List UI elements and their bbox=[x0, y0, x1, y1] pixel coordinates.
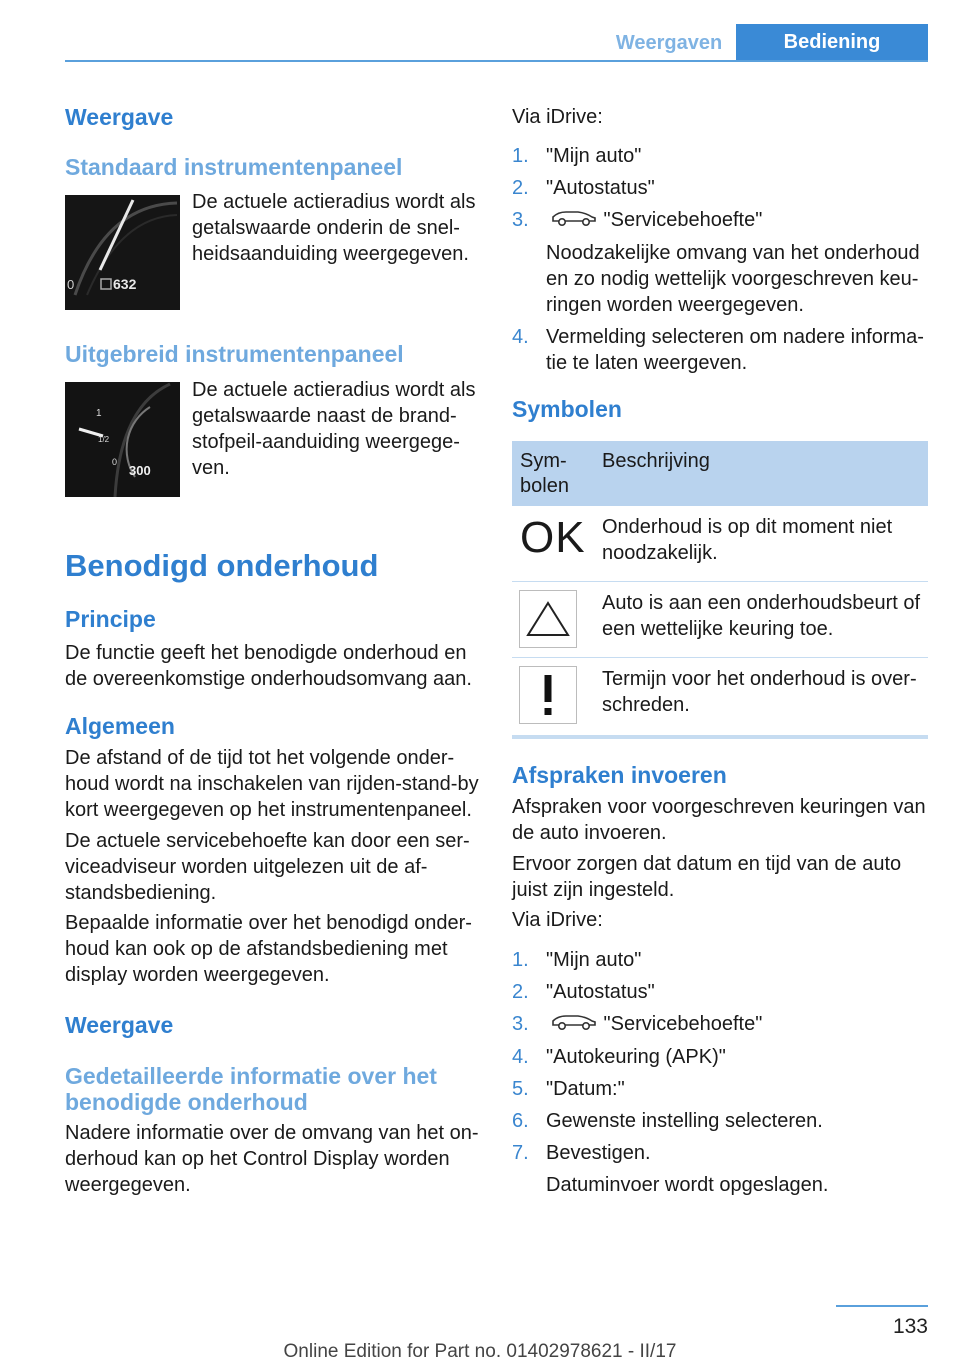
list-number: 7. bbox=[512, 1142, 529, 1165]
list-text: "Autokeuring (APK)" bbox=[546, 1046, 726, 1069]
list-text: Gewenste instelling selecteren. bbox=[546, 1110, 823, 1133]
list-item bbox=[512, 979, 928, 1005]
text-principe: De functie geeft het benodigde onderhoud en de overeenkomstige onderhoudsomvang aan. bbox=[65, 642, 472, 690]
text-standaard: De actuele actieradius wordt als getalswaarde onderin de snel-heidsaanduiding weergegeven. bbox=[192, 191, 476, 265]
list-text: "Autostatus" bbox=[546, 177, 655, 199]
list-text: "Servicebehoefte" bbox=[598, 209, 763, 231]
header-tab-bediening[interactable]: Bediening bbox=[736, 24, 928, 61]
speedometer-zero-label: 0 bbox=[67, 277, 75, 292]
footer-rule bbox=[836, 1305, 928, 1307]
heading-standaard-instrumentenpaneel: Standaard instrumentenpaneel bbox=[65, 154, 403, 180]
list-item bbox=[512, 1140, 928, 1198]
header-tab-weergaven[interactable]: Weergaven bbox=[615, 31, 723, 54]
table-header-beschrijving: Beschrijving bbox=[602, 450, 710, 472]
idrive-steps-1 bbox=[512, 143, 928, 376]
list-item bbox=[512, 1011, 928, 1038]
list-text: "Datum:" bbox=[546, 1078, 625, 1101]
heading-symbolen: Symbolen bbox=[512, 396, 622, 422]
table-bottom-rule bbox=[512, 735, 928, 739]
list-number: 2. bbox=[512, 177, 529, 199]
list-text: "Mijn auto" bbox=[546, 949, 642, 971]
fuel-empty-label: 0 bbox=[112, 457, 118, 467]
list-text: Bevestigen. bbox=[546, 1142, 651, 1165]
heading-algemeen: Algemeen bbox=[65, 713, 175, 739]
text-afspraken-2: Ervoor zorgen dat datum en tijd van de auto juist zijn ingesteld. bbox=[512, 853, 902, 901]
list-item bbox=[512, 947, 928, 973]
table-desc-row-3: Termijn voor het onderhoud is over-schreden. bbox=[602, 668, 917, 716]
list-text: "Servicebehoefte" bbox=[598, 1013, 763, 1035]
exclamation-icon bbox=[519, 666, 577, 724]
car-icon bbox=[550, 1011, 598, 1038]
footer-edition: Online Edition for Part no. 01402978621 - II/17 bbox=[283, 1341, 677, 1362]
car-icon bbox=[550, 207, 598, 234]
list-item bbox=[512, 324, 928, 376]
list-item bbox=[512, 143, 928, 169]
text-algemeen-3: Bepaalde informatie over het benodigd onder-houd kan ook op de afstandsbediening met display worden weergegeven. bbox=[65, 912, 472, 986]
text-algemeen-2: De actuele servicebehoefte kan door een ser-viceadviseur worden uitgelezen uit de af-standsbediening. bbox=[65, 830, 470, 904]
list-number: 3. bbox=[512, 1013, 529, 1035]
list-text: "Mijn auto" bbox=[546, 145, 642, 167]
heading-benodigd-onderhoud: Benodigd onderhoud bbox=[65, 548, 379, 583]
image-standard-instrument-panel bbox=[65, 195, 180, 310]
fuel-gauge-illustration bbox=[65, 382, 180, 497]
heading-afspraken-invoeren: Afspraken invoeren bbox=[512, 762, 727, 788]
speedometer-illustration bbox=[65, 195, 180, 310]
fuel-half-label: 1/2 bbox=[98, 435, 110, 444]
list-number: 1. bbox=[512, 145, 529, 167]
list-number: 2. bbox=[512, 981, 529, 1003]
image-extended-instrument-panel bbox=[65, 382, 180, 497]
fuel-full-label: 1 bbox=[96, 408, 102, 419]
heading-uitgebreid-instrumentenpaneel: Uitgebreid instrumentenpaneel bbox=[65, 341, 404, 367]
range-value-300: 300 bbox=[129, 463, 151, 478]
via-idrive-2: Via iDrive: bbox=[512, 909, 603, 931]
list-number: 5. bbox=[512, 1078, 529, 1101]
text-gedetailleerd: Nadere informatie over de omvang van het on-derhoud kan op het Control Display worden weergegeven. bbox=[65, 1122, 479, 1196]
page-number: 133 bbox=[892, 1315, 928, 1338]
list-number: 3. bbox=[512, 209, 529, 231]
heading-weergave: Weergave bbox=[65, 104, 174, 130]
heading-gedetailleerde-informatie: Gedetailleerde informatie over het benodigde onderhoud bbox=[65, 1063, 437, 1115]
list-number: 1. bbox=[512, 949, 529, 971]
list-item bbox=[512, 1044, 928, 1070]
list-text: "Autostatus" bbox=[546, 981, 655, 1003]
list-item bbox=[512, 207, 928, 318]
ok-symbol: OK bbox=[520, 513, 586, 562]
table-header-symbolen: Sym-bolen bbox=[520, 450, 569, 497]
list-item bbox=[512, 1076, 928, 1102]
list-item-note: Datuminvoer wordt opgeslagen. bbox=[546, 1174, 829, 1197]
text-algemeen-1: De afstand of de tijd tot het volgende onder-houd wordt na inschakelen van rijden-stand-by kort weergegeven op het instrumentenpaneel. bbox=[65, 747, 479, 821]
text-uitgebreid: De actuele actieradius wordt als getalswaarde naast de brand-stofpeil-aanduiding weergege-ven. bbox=[192, 379, 476, 479]
table-row-divider bbox=[512, 581, 928, 582]
table-desc-row-2: Auto is aan een onderhoudsbeurt of een wettelijke keuring toe. bbox=[602, 592, 921, 640]
heading-principe: Principe bbox=[65, 606, 156, 632]
header-rule bbox=[65, 60, 928, 62]
range-value: 632 bbox=[113, 276, 137, 292]
text-afspraken-1: Afspraken voor voorgeschreven keuringen van de auto invoeren. bbox=[512, 796, 926, 844]
heading-weergave-2: Weergave bbox=[65, 1012, 174, 1038]
list-number: 4. bbox=[512, 326, 529, 349]
table-row-divider bbox=[512, 657, 928, 658]
list-number: 6. bbox=[512, 1110, 529, 1133]
list-number: 4. bbox=[512, 1046, 529, 1069]
table-desc-row-1: Onderhoud is op dit moment niet noodzakelijk. bbox=[602, 516, 893, 564]
list-text: Vermelding selecteren om nadere informa-tie te laten weergeven. bbox=[546, 326, 924, 375]
list-item bbox=[512, 175, 928, 201]
warning-triangle-icon bbox=[519, 590, 577, 648]
via-idrive-1: Via iDrive: bbox=[512, 106, 603, 128]
idrive-steps-2 bbox=[512, 947, 928, 1198]
list-item bbox=[512, 1108, 928, 1134]
list-item-note: Noodzakelijke omvang van het onderhoud en zo nodig wettelijk voorgeschreven keu-ringen worden weergegeven. bbox=[546, 242, 920, 317]
